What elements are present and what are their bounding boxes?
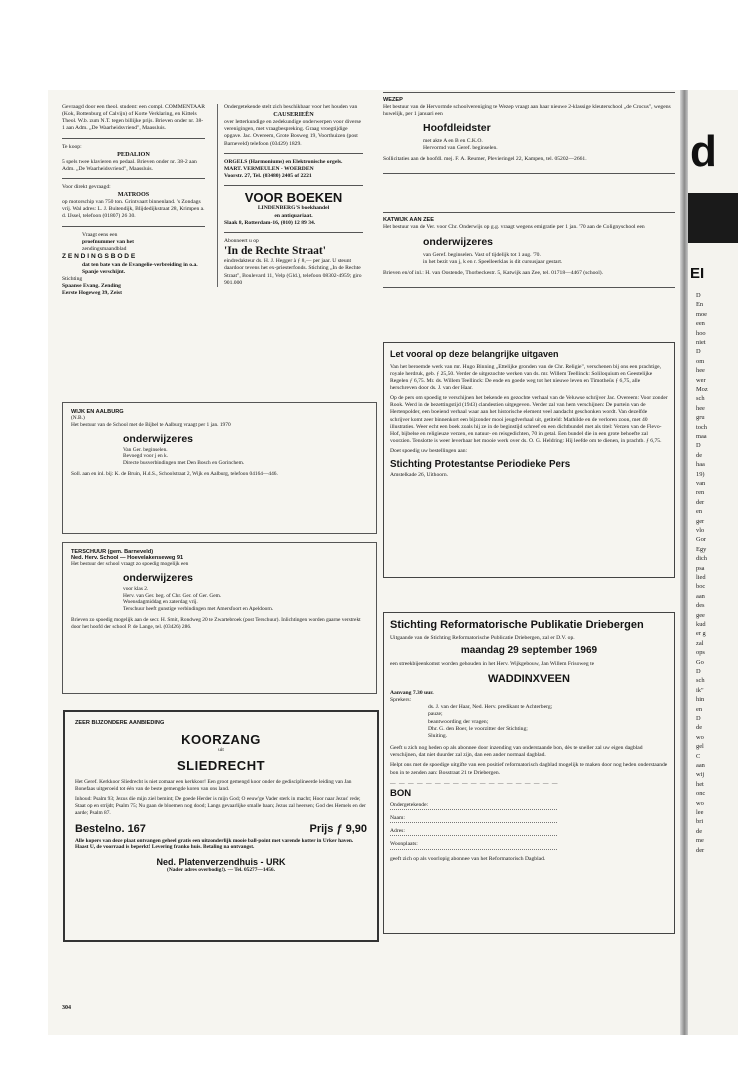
facing-text-line: toch xyxy=(696,423,708,431)
ad-orgels-name: MART. VERMEULEN - WOERDEN xyxy=(224,165,314,172)
katwijk-l2: in het bezit van j, k en r. Speelleerklas is dit cursusjaar gestart. xyxy=(423,258,563,265)
bon-field-label: Naam: xyxy=(390,815,405,822)
facing-text-line: Egy xyxy=(696,545,707,553)
uitgaven-p3: Doet spoedig uw bestellingen aan: xyxy=(390,448,468,455)
ad-boeken-addr: Slaak 8, Rotterdam-16, (010) 12 89 34. xyxy=(224,219,316,226)
bon-field-ondergetekende[interactable] xyxy=(390,802,557,810)
facing-text-line: boc xyxy=(696,583,706,591)
facing-text-line: maa xyxy=(696,433,707,440)
ad-boeken-title: VOOR BOEKEN xyxy=(244,190,343,206)
koorzang-city: SLIEDRECHT xyxy=(176,757,266,773)
srp-date: maandag 29 september 1969 xyxy=(460,644,598,656)
divider xyxy=(224,232,363,233)
katwijk-body: Het bestuur van de Ver. voor Chr. Onderwijs op g.g. vraagt wegens emigratie per 1 jan. '70 aan de Colignyschool een xyxy=(383,224,645,231)
terschuur-l3: Woensdagmiddag en zaterdag vrij. xyxy=(123,599,198,606)
koorzang-shop: Ned. Platenverzendhuis - URK xyxy=(156,857,286,867)
wezep-body: Het bestuur van de Hervormde schoolvereniging te Wezep vraagt aan haar nieuwe 2-klassige kleuterschool „de Crocus", wegens huwelijk, per 1 januari een xyxy=(383,104,671,118)
ad-causerieen-title: CAUSERIEËN xyxy=(273,111,314,119)
aalburg-l1: Van Ger. beginselen. xyxy=(123,446,168,453)
katwijk-foot: Brieven en/of inl.: H. van Oostende, Thorbeckestr. 5, Katwijk aan Zee, tel. 01718—4467 (school). xyxy=(383,270,604,277)
ad-zendingsbode-l7: Eerste Hogeweg 39, Zeist xyxy=(62,290,122,297)
ad-box-terschuur xyxy=(62,542,377,694)
srp-s4: Dhr. G. den Boer, le voorzitter der Stichting; xyxy=(428,725,528,732)
srp-s5: Sluiting. xyxy=(428,732,448,739)
uitgaven-org: Stichting Protestantse Periodieke Pers xyxy=(390,459,571,471)
ad-causerieen-body: Ondergetekende stelt zich beschikbaar voor het houden van xyxy=(224,104,358,110)
ad-commentaar: Gevraagd door een theol. student: een compl. COMMENTAAR (Kok, Bottenburg of Calvijn) of Korte Verklaring, en Kittels Theol. W.b. zum N.T. tegen billijke prijs. Brieven onder nr. 38-1 aan Adm. „De Waarheidsvriend", Maassluis. xyxy=(62,104,205,132)
ad-boeken-sub1: LINDENBERG'S boekhandel xyxy=(257,205,330,212)
uitgaven-p2: Op de pers om spoedig te verschijnen het bekende en gezochte verhaal van de Veluwse schrijver Jac. Overeem: Voor zonder Rook. Werd in de bezettingstijd (1943) clandestien uitgegeven. Verder zal van hem verschijnen: De purtein van de Hertenpolder, een boeiend verhaal waar aan het historische element veel aandacht geschonken wordt. Van dezelfde schrijver komt zeer binnenkort een bijzonder mooi jeugdverhaal uit, getiteld: Mathilde en de verloren zoon, met 40 illustraties. Weer echt een boek zoals hij ze in de beginstijd schreef en een dichtbundel met als titel: Verzen van de Flevo-Hof, bijbelse en religieuze verzen, en natuur- en reisgedichten, 70 in getal. Een bundel die in een grote behoefte zal voorzien. Tenslotte is weer leverbaar het mooie werk over ds. O. G. Heldring: Hij leefde om te dienen, in prachtb. ƒ 6,75. xyxy=(390,395,668,445)
facing-text-line: psa xyxy=(696,564,705,572)
koorzang-title: KOORZANG xyxy=(181,732,261,747)
srp-p2: Helpt ons met de spoedige uitgifte van een positief reformatorisch dagblad mogelijk te maken door nog heden onderstaande bon in te zenden aan: Bosstraat 21 te Driebergen. xyxy=(390,762,668,776)
facing-text-line: hoo xyxy=(696,329,706,337)
facing-text-line: dich xyxy=(696,555,708,563)
aalburg-l3: Directe busverbindingen met Den Bosch en Gorinchem. xyxy=(123,460,245,466)
facing-text-line: wo xyxy=(696,733,704,741)
srp-s2: pauze; xyxy=(428,711,443,718)
wezep-title: Hoofdleidster xyxy=(423,122,491,135)
terschuur-head2: Ned. Herv. School — Hoevelakenseweg 91 xyxy=(71,555,184,561)
terschuur-intro: Het bestuur der school vraagt zo spoedig mogelijk een xyxy=(71,561,189,567)
facing-text-line: lee xyxy=(696,809,704,816)
bon-field-label: Adres: xyxy=(390,828,405,835)
koorzang-body: Het Geref. Kerkkoor Sliedrecht is niet zomaar een kerkkoor! Een groot gemengd koor onder de gedisciplineerde leiding van Jan Bonefaas uitgeroeid tot één van de beste gemengde koren van ons land. xyxy=(75,778,352,792)
facing-text-line: der xyxy=(696,498,705,506)
facing-text-line: er g xyxy=(696,630,706,638)
facing-text-line: de xyxy=(696,724,703,732)
koorzang-inhoud: Inhoud: Psalm 93; Jezus die mijn ziel bemint; De goede Herder is mijn God; O eeuw'ge Vader sterk in macht; Hoor naar Jezus' rede; Staat op en strijdt; Psalm 75; Nu gaan de bloemen nog dood; Langs gevaarlijke smalle baan; Jezus zal heersen; God des Hemels en der aarde; Psalm 87. xyxy=(75,796,366,816)
ad-box-koorzang xyxy=(63,710,379,942)
facing-text-line: C xyxy=(696,752,701,760)
facing-text-line: des xyxy=(696,602,705,610)
facing-big-letter: d xyxy=(690,127,717,176)
ad-rechte-straat-head: Abonneert u op xyxy=(224,237,259,244)
srp-intro: een streekbijeenkomst worden gehouden in het Herv. Wijkgebouw, Jan Willem Frisoweg te xyxy=(390,660,595,667)
aalburg-sub: (N.B.) xyxy=(71,415,85,421)
ad-zendingsbode-l6: Spaanse Evang. Zending xyxy=(62,282,121,289)
facing-text-line: Go xyxy=(696,658,704,666)
facing-text-line: ops xyxy=(696,649,705,657)
ad-box-aalburg xyxy=(62,402,377,534)
srp-aanvang: Aanvang 7.30 uur. xyxy=(390,689,434,696)
facing-text-line: gru xyxy=(696,414,705,422)
ad-zendingsbode-l4: dat ten bate van de Evangelie-verbreiding in o.a. Spanje verschijnt. xyxy=(82,261,198,275)
facing-text-line: van xyxy=(696,480,706,487)
divider xyxy=(62,178,205,179)
srp-sub: Uitgaande van de Stichting Reformatorische Publicatie Driebergen, zal er D.V. op. xyxy=(390,634,575,641)
ad-boeken-sub2: en antiquariaat. xyxy=(274,212,313,219)
wezep-l1: met akte A en B en C.K.O. xyxy=(423,137,483,144)
facing-text-line: En xyxy=(696,301,704,309)
ad-pedalion-head: Te koop: xyxy=(62,143,82,150)
uitgaven-p1: Van het beroemde werk van mr. Hugo Binning „Ettelijke gronden van de Chr. Religie", verschenen bij ons een prachtige, royale herdruk, geb. ƒ 25,50. Verder de uitgezochte werken van ds. mr. Willem Teellinck: Soliloquium en Geestelijke Regelen ƒ 6,75. Mr. ds. Willem Teellinck: De ende en goede weg tot het nieuwe leven en Timotheüs ƒ 6,75, alle herschreven door ds. J. van der Haar. xyxy=(390,363,662,391)
facing-text-line: bri xyxy=(696,818,704,826)
facing-text-line: D xyxy=(696,668,701,675)
facing-page xyxy=(688,90,738,1035)
srp-ad xyxy=(383,612,675,934)
katwijk-ad xyxy=(383,212,675,288)
facing-text-line: wo xyxy=(696,799,704,807)
facing-text-line: om xyxy=(696,357,705,365)
bon-field-label: Ondergetekende: xyxy=(390,801,429,808)
facing-text-line: der xyxy=(696,846,705,854)
ad-rechte-straat-body: eindredakteur ds. H. J. Hegger à ƒ 8,— per jaar. U steunt daardoor tevens het ex-priesterfonds. Stichting „In de Rechte Straat", Boulevard 11, Velp (Gld.), telefoon 08302-4959; giro 901.000 xyxy=(224,258,362,286)
facing-text-line: D xyxy=(696,292,701,299)
terschuur-l2: Herv. van Ger. beg. of Chr. Ger. of Ger. Gem. xyxy=(123,592,222,599)
ad-zendingsbode-title: Z E N D I N G S B O D E xyxy=(62,253,136,261)
ad-zendingsbode-l5: Stichting xyxy=(62,275,83,282)
facing-text-line: haa xyxy=(696,461,705,469)
koorzang-uit: uit xyxy=(218,747,224,753)
aalburg-intro: Het bestuur van de School met de Bijbel te Aalburg vraagt per 1 jan. 1970 xyxy=(71,421,231,428)
facing-text-line: D xyxy=(696,715,701,722)
facing-text-line: ik" xyxy=(696,686,704,694)
ad-zendingsbode-l3: zendingsmaandblad xyxy=(82,245,127,252)
facing-text-line: Gor xyxy=(696,536,706,544)
terschuur-title: onderwijzeres xyxy=(123,571,194,584)
bon-cutline: — — — — — — — — — — — — — — — — — — — xyxy=(390,780,559,787)
facing-text-line: sch xyxy=(696,395,705,403)
srp-city: WADDINXVEEN xyxy=(488,672,570,685)
terschuur-l1: voor klas 2. xyxy=(123,585,149,592)
srp-s1: ds. J. van der Haar, Ned. Herv. predikant te Achterberg; xyxy=(428,704,553,711)
srp-s3: beantwoording der vragen; xyxy=(428,718,489,725)
facing-text-line: onc xyxy=(696,790,706,798)
aalburg-foot: Soll. aan en inl. bij: K. de Bruin, H.d.S., Schoolstraat 2, Wijk en Aalburg, telefoon 04164—446. xyxy=(71,470,278,477)
aalburg-head: WIJK EN AALBURG xyxy=(71,409,124,415)
facing-text-line: vlo xyxy=(696,527,705,534)
facing-text-line: hee xyxy=(696,367,705,375)
divider xyxy=(383,287,675,288)
divider xyxy=(224,153,363,154)
facing-text-line: sch xyxy=(696,677,705,685)
srp-title: Stichting Reformatorische Publikatie Driebergen xyxy=(390,619,644,631)
katwijk-l1: van Geref. beginselen. Vast of tijdelijk tot 1 aug. '70. xyxy=(423,251,541,258)
terschuur-foot: Brieven zo spoedig mogelijk aan de secr. H. Smit, Rondweg 20 te Zwartebroek (post Terschuur). Inlichtingen worden gaarne verstrekt door het hoofd der school P. de Lange, tel. (03426) 286. xyxy=(71,616,361,630)
divider xyxy=(383,173,675,174)
facing-text-line: kud xyxy=(696,621,706,628)
facing-text-line: hin xyxy=(696,696,705,704)
facing-text-line: een xyxy=(696,320,705,328)
wezep-foot: Sollicitaties aan de hoofdl. mej. F. A. Reumer, Plevieringel 22, Kampen, tel. 05202—2661. xyxy=(383,156,587,163)
ad-zendingsbode-l1: Vraagt eens een xyxy=(82,231,118,238)
ad-causerieen-body2: over letterkundige en zedekundige onderwerpen voor diverse verenigingen, met vraagbespreking. Graag vroegtijdige opgave. Jac. Overeem, Grote Bosweg 19, Voorthuizen (post Barneveld) telefoon (03429) 1829. xyxy=(224,119,361,147)
facing-text-line: moe xyxy=(696,310,708,318)
divider xyxy=(62,138,205,139)
facing-text-line: hee xyxy=(696,404,705,412)
facing-text-line: lied xyxy=(696,574,706,581)
facing-text-line: me xyxy=(696,837,704,845)
facing-text-line: zal xyxy=(696,639,704,647)
facing-text-line: 19) xyxy=(696,470,705,478)
facing-text-line: aan xyxy=(696,762,705,769)
koorzang-order-row xyxy=(75,823,367,835)
facing-text-line: wer xyxy=(696,376,706,384)
facing-text-line: en xyxy=(696,508,703,516)
facing-text-line: de xyxy=(696,827,703,835)
katwijk-title: onderwijzeres xyxy=(423,236,494,249)
ad-pedalion-title: PEDALION xyxy=(117,150,150,158)
ad-orgels-addr: Voorstr. 27, Tel. (03480) 2405 of 2221 xyxy=(224,173,312,180)
uitgaven-ad xyxy=(383,342,675,578)
divider xyxy=(383,92,675,93)
facing-text-line: D xyxy=(696,442,701,450)
bon-foot: geeft zich op als voorlopig abonnee van het Reformatorisch Dagblad. xyxy=(390,855,546,862)
koorzang-offer: Alle kopers van deze plaat ontvangen geheel gratis een uitzonderlijk mooie ball-point met varende kotter in Urker haven. Haast U, de voorraad is beperkt! Levering franko huis. Betaling na ontvangst. xyxy=(75,837,354,851)
aalburg-l2: Bevoegd voor j en k. xyxy=(123,453,169,460)
wezep-l2: Hervormd van Geref. beginselen. xyxy=(423,145,498,152)
wezep-head: WEZEP xyxy=(383,97,403,103)
middle-column xyxy=(217,104,363,287)
srp-p1: Geeft u zich nog heden op als abonnee door inzending van onderstaande bon, dès te sneller zal uw eigen dagblad verschijnen, dat niet duurder zal zijn, dan een ander normaal dagblad. xyxy=(390,745,643,759)
bon-title: BON xyxy=(390,787,412,799)
koorzang-bestelno: Bestelno. 167 xyxy=(75,822,146,835)
terschuur-l4: Terschuur heeft gunstige verbindingen met Amersfoort en Apeldoorn. xyxy=(123,606,274,612)
facing-text-line: Moz xyxy=(696,386,708,393)
ad-orgels-title: ORGELS (Harmoniums) en Elektronische orgels. xyxy=(224,158,343,165)
ad-matroos-body: op motorschip van 750 ton. Grintvaart binnenland. 's Zondags vrij. Wal adres: L. J. Buitendijk, Blijdedijkstraat 28, Krimpen a. d. IJssel, telefoon (01807) 26 30. xyxy=(62,199,205,220)
divider xyxy=(383,212,675,213)
facing-text-line: het xyxy=(696,780,704,788)
facing-text-line: en xyxy=(696,705,703,713)
ad-matroos-title: MATROOS xyxy=(117,191,150,199)
ad-zendingsbode-l2: proefnummer van het xyxy=(82,238,134,245)
facing-black-block xyxy=(688,193,738,243)
koorzang-head: ZEER BIJZONDERE AANBIEDING xyxy=(75,720,165,726)
facing-text-line: gee xyxy=(696,611,705,619)
koorzang-prijs: Prijs ƒ 9,90 xyxy=(309,822,367,835)
uitgaven-head: Let vooral op deze belangrijke uitgaven xyxy=(390,349,559,359)
bon-field-woonplaats[interactable] xyxy=(390,841,557,849)
facing-text-line: gel xyxy=(696,743,704,751)
ad-rechte-straat-title: 'In de Rechte Straat' xyxy=(224,245,326,258)
facing-heading: EI xyxy=(690,265,705,282)
srp-sprekers: Sprekers: xyxy=(390,697,412,704)
facing-text-line: de xyxy=(696,451,703,459)
book-gutter xyxy=(680,90,688,1035)
left-column xyxy=(62,104,205,297)
facing-text-line: D xyxy=(696,348,701,356)
bon-field-adres[interactable] xyxy=(390,828,557,836)
facing-text-line: ger xyxy=(696,517,705,525)
wezep-ad xyxy=(383,92,675,174)
facing-text-line: aan xyxy=(696,592,705,600)
aalburg-title: onderwijzeres xyxy=(123,432,194,445)
terschuur-head: TERSCHUUR (gem. Barneveld) xyxy=(71,549,154,555)
page-number: 304 xyxy=(62,1005,71,1011)
facing-text-line: niet xyxy=(696,339,706,346)
bon-field-label: Woonplaats: xyxy=(390,841,418,848)
koorzang-shop-addr: (Nader adres overbodig!). — Tel. 05277—1456. xyxy=(167,867,275,873)
katwijk-head: KATWIJK AAN ZEE xyxy=(383,217,434,223)
ad-pedalion-body: 5 spels twee klavieren en pedaal. Brieven onder nr. 38-2 aan Adm. „De Waarheidsvriend", Maassluis. xyxy=(62,158,197,172)
divider xyxy=(224,185,363,186)
facing-text-line: ren xyxy=(696,489,705,497)
divider xyxy=(62,226,205,227)
uitgaven-addr: Amstelkade 26, Uithoorn. xyxy=(390,471,449,478)
bon-field-naam[interactable] xyxy=(390,815,557,823)
facing-text-line: wij xyxy=(696,771,705,779)
ad-matroos-head: Voor direkt gevraagd: xyxy=(62,184,111,191)
